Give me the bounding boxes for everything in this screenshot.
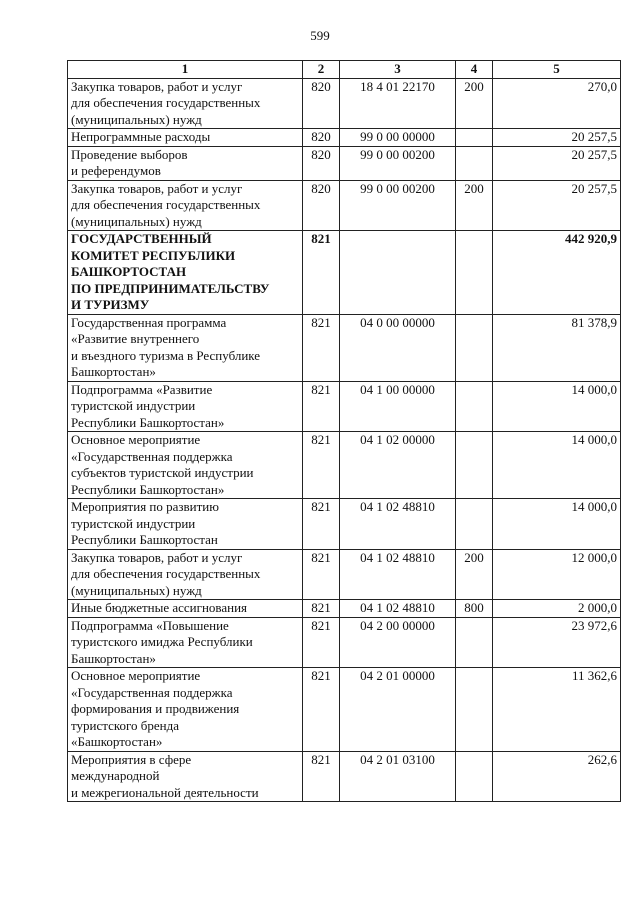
cell-expense-type	[456, 668, 493, 752]
cell-department-code: 821	[303, 751, 340, 802]
budget-table	[67, 60, 621, 802]
cell-amount: 12 000,0	[493, 549, 621, 600]
cell-expense-type: 200	[456, 78, 493, 129]
table-row	[68, 617, 621, 668]
page-number: 599	[310, 28, 330, 43]
cell-expense-type	[456, 129, 493, 147]
table-row	[68, 146, 621, 180]
column-header-3: 3	[340, 61, 456, 79]
cell-amount: 270,0	[493, 78, 621, 129]
cell-expense-type: 200	[456, 549, 493, 600]
cell-department-code: 820	[303, 146, 340, 180]
cell-name: Иные бюджетные ассигнования	[68, 600, 303, 618]
table-row	[68, 381, 621, 432]
cell-amount: 20 257,5	[493, 129, 621, 147]
cell-target-article: 99 0 00 00200	[340, 146, 456, 180]
table-body	[68, 78, 621, 802]
cell-amount: 11 362,6	[493, 668, 621, 752]
cell-expense-type	[456, 381, 493, 432]
column-header-5: 5	[493, 61, 621, 79]
cell-department-code: 821	[303, 549, 340, 600]
cell-name: Подпрограмма «Развитие туристской индустрии Республики Башкортостан»	[68, 381, 303, 432]
cell-amount: 14 000,0	[493, 499, 621, 550]
cell-target-article: 04 1 02 48810	[340, 600, 456, 618]
cell-target-article: 04 2 01 00000	[340, 668, 456, 752]
table-row	[68, 600, 621, 618]
cell-name: Мероприятия в сфере международной и межрегиональной деятельности	[68, 751, 303, 802]
cell-amount: 14 000,0	[493, 432, 621, 499]
cell-department-code: 821	[303, 668, 340, 752]
cell-expense-type: 200	[456, 180, 493, 231]
cell-department-code: 821	[303, 499, 340, 550]
cell-amount: 81 378,9	[493, 314, 621, 381]
table-row	[68, 751, 621, 802]
cell-name: Государственная программа «Развитие внутреннего и въездного туризма в Республике Башкортостан»	[68, 314, 303, 381]
cell-department-code: 821	[303, 432, 340, 499]
cell-amount: 262,6	[493, 751, 621, 802]
cell-amount: 20 257,5	[493, 180, 621, 231]
cell-expense-type: 800	[456, 600, 493, 618]
cell-target-article: 04 2 00 00000	[340, 617, 456, 668]
cell-department-code: 820	[303, 129, 340, 147]
cell-expense-type	[456, 231, 493, 315]
cell-name: Проведение выборов и референдумов	[68, 146, 303, 180]
cell-target-article: 18 4 01 22170	[340, 78, 456, 129]
table-row	[68, 129, 621, 147]
table-row	[68, 231, 621, 315]
cell-expense-type	[456, 432, 493, 499]
cell-target-article: 99 0 00 00000	[340, 129, 456, 147]
cell-department-code: 821	[303, 381, 340, 432]
column-header-4: 4	[456, 61, 493, 79]
cell-department-code: 820	[303, 180, 340, 231]
cell-name: Закупка товаров, работ и услуг для обеспечения государственных (муниципальных) нужд	[68, 549, 303, 600]
column-header-1: 1	[68, 61, 303, 79]
table-row	[68, 314, 621, 381]
cell-expense-type	[456, 314, 493, 381]
cell-name: Закупка товаров, работ и услуг для обеспечения государственных (муниципальных) нужд	[68, 180, 303, 231]
cell-department-code: 820	[303, 78, 340, 129]
cell-department-code: 821	[303, 231, 340, 315]
table-header-row	[68, 61, 621, 79]
cell-department-code: 821	[303, 314, 340, 381]
table-row	[68, 549, 621, 600]
cell-amount: 442 920,9	[493, 231, 621, 315]
cell-name: Мероприятия по развитию туристской индустрии Республики Башкортостан	[68, 499, 303, 550]
cell-target-article: 04 1 00 00000	[340, 381, 456, 432]
cell-expense-type	[456, 146, 493, 180]
table-row	[68, 432, 621, 499]
column-header-2: 2	[303, 61, 340, 79]
table-row	[68, 78, 621, 129]
cell-target-article: 04 2 01 03100	[340, 751, 456, 802]
cell-target-article: 04 1 02 00000	[340, 432, 456, 499]
cell-target-article: 04 0 00 00000	[340, 314, 456, 381]
cell-department-code: 821	[303, 617, 340, 668]
cell-amount: 2 000,0	[493, 600, 621, 618]
cell-name: Подпрограмма «Повышение туристского имиджа Республики Башкортостан»	[68, 617, 303, 668]
cell-name: ГОСУДАРСТВЕННЫЙ КОМИТЕТ РЕСПУБЛИКИ БАШКОРТОСТАН ПО ПРЕДПРИНИМАТЕЛЬСТВУ И ТУРИЗМУ	[68, 231, 303, 315]
cell-name: Непрограммные расходы	[68, 129, 303, 147]
cell-expense-type	[456, 617, 493, 668]
cell-amount: 14 000,0	[493, 381, 621, 432]
cell-expense-type	[456, 751, 493, 802]
cell-amount: 23 972,6	[493, 617, 621, 668]
table-row	[68, 668, 621, 752]
cell-target-article	[340, 231, 456, 315]
cell-name: Основное мероприятие «Государственная поддержка формирования и продвижения туристского бренда «Башкортостан»	[68, 668, 303, 752]
table-row	[68, 499, 621, 550]
table-row	[68, 180, 621, 231]
cell-name: Основное мероприятие «Государственная поддержка субъектов туристской индустрии Республики Башкортостан»	[68, 432, 303, 499]
cell-name: Закупка товаров, работ и услуг для обеспечения государственных (муниципальных) нужд	[68, 78, 303, 129]
cell-department-code: 821	[303, 600, 340, 618]
cell-amount: 20 257,5	[493, 146, 621, 180]
cell-target-article: 04 1 02 48810	[340, 499, 456, 550]
cell-expense-type	[456, 499, 493, 550]
cell-target-article: 04 1 02 48810	[340, 549, 456, 600]
cell-target-article: 99 0 00 00200	[340, 180, 456, 231]
